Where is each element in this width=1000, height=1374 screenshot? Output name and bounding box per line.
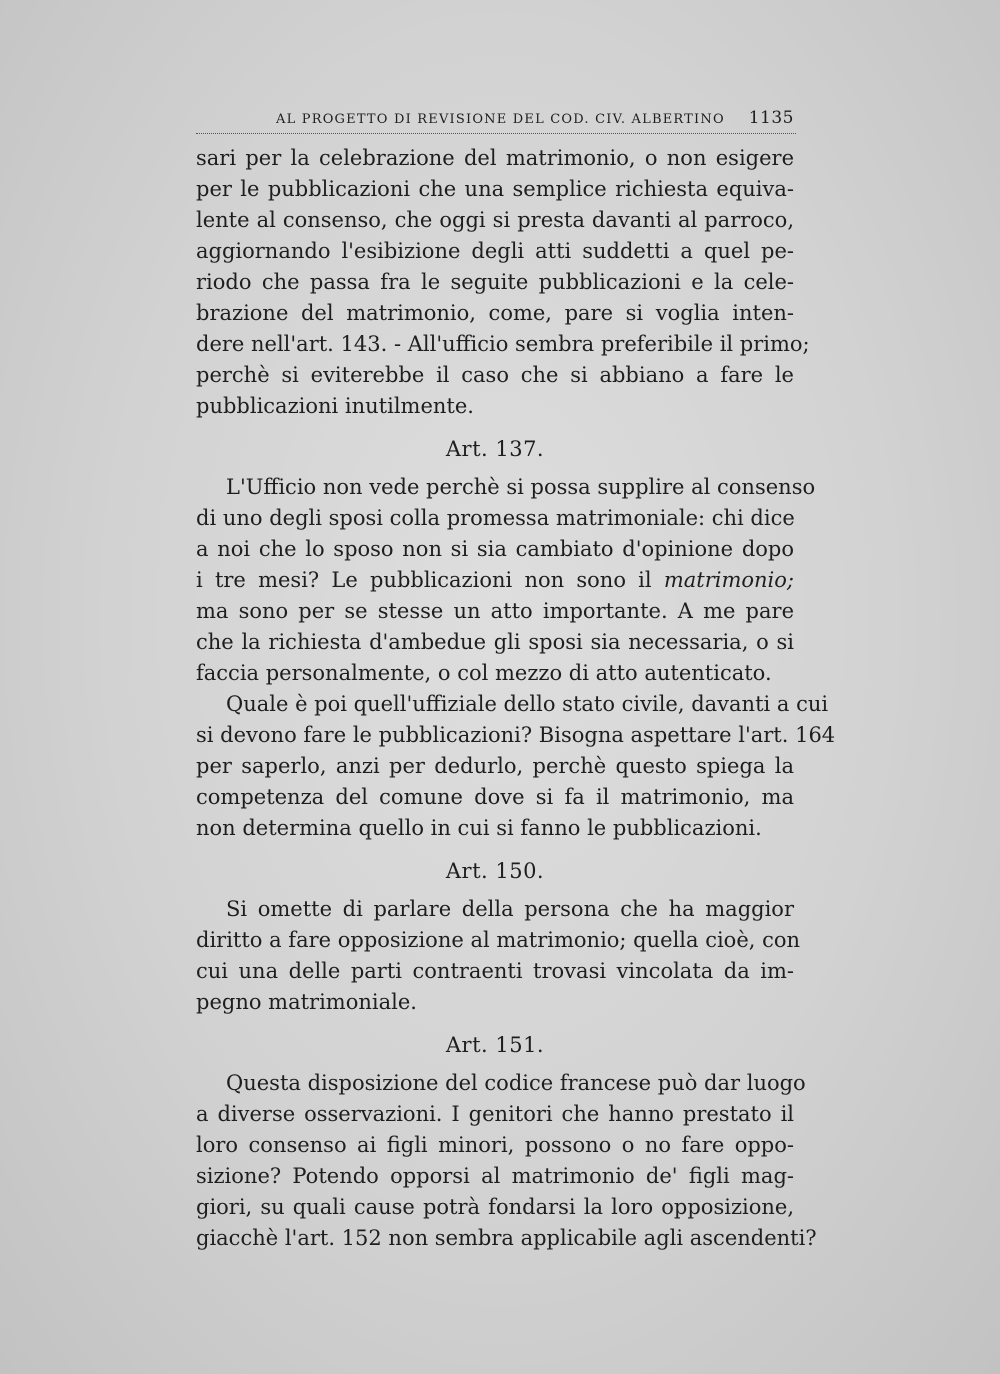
- article-heading: Art. 151.: [445, 1033, 545, 1057]
- paragraph: [196, 1068, 817, 1254]
- text-line: L'Ufficio non vede perchè si possa supplire al consenso: [226, 475, 816, 499]
- text-line: loro consenso ai figli minori, possono o no fare oppo-: [196, 1133, 794, 1157]
- running-title: AL PROGETTO DI REVISIONE DEL COD. CIV. ALBERTINO: [276, 112, 725, 127]
- paragraph: [196, 143, 810, 422]
- text-line: lente al consenso, che oggi si presta davanti al parroco,: [196, 208, 794, 232]
- text-line: cui una delle parti contraenti trovasi vincolata da im-: [196, 959, 794, 983]
- text-segment: i tre mesi? Le pubblicazioni non sono il: [196, 568, 664, 592]
- text-line: competenza del comune dove si fa il matrimonio, ma: [196, 785, 794, 809]
- text-line: giacchè l'art. 152 non sembra applicabile agli ascendenti?: [196, 1226, 817, 1250]
- document-body: [196, 143, 836, 1254]
- text-line: non determina quello in cui si fanno le pubblicazioni.: [196, 816, 762, 840]
- text-line: Si omette di parlare della persona che ha maggior: [226, 897, 794, 921]
- text-line: faccia personalmente, o col mezzo di atto autenticato.: [196, 661, 772, 685]
- header-rule: [196, 133, 796, 134]
- text-line: che la richiesta d'ambedue gli sposi sia necessaria, o si: [196, 630, 794, 654]
- text-line: dere nell'art. 143. - All'ufficio sembra preferibile il primo;: [196, 332, 810, 356]
- text-line: per le pubblicazioni che una semplice richiesta equiva-: [196, 177, 794, 201]
- page-number: 1135: [748, 108, 794, 128]
- text-line: pubblicazioni inutilmente.: [196, 394, 474, 418]
- text-line: a diverse osservazioni. I genitori che hanno prestato il: [196, 1102, 794, 1126]
- text-line: perchè si eviterebbe il caso che si abbiano a fare le: [196, 363, 794, 387]
- text-line: brazione del matrimonio, come, pare si voglia inten-: [196, 301, 794, 325]
- text-line: pegno matrimoniale.: [196, 990, 417, 1014]
- text-line: aggiornando l'esibizione degli atti suddetti a quel pe-: [196, 239, 794, 263]
- text-line: sizione? Potendo opporsi al matrimonio de' figli mag-: [196, 1164, 794, 1188]
- text-line: ma sono per se stesse un atto importante. A me pare: [196, 599, 794, 623]
- text-line: per saperlo, anzi per dedurlo, perchè questo spiega la: [196, 754, 794, 778]
- text-line: Questa disposizione del codice francese può dar luogo: [226, 1071, 806, 1095]
- text-line: diritto a fare opposizione al matrimonio; quella cioè, con: [196, 928, 801, 952]
- text-line: a noi che lo sposo non si sia cambiato d'opinione dopo: [196, 537, 794, 561]
- paragraph: [196, 472, 836, 844]
- page-header: [196, 108, 796, 130]
- italic-word: matrimonio;: [663, 568, 794, 592]
- text-line: giori, su quali cause potrà fondarsi la loro opposizione,: [196, 1195, 794, 1219]
- text-line: riodo che passa fra le seguite pubblicazioni e la cele-: [196, 270, 794, 294]
- text-line: di uno degli sposi colla promessa matrimoniale: chi dice: [196, 506, 795, 530]
- article-heading: Art. 150.: [445, 859, 545, 883]
- paragraph: [196, 894, 801, 1018]
- text-line: si devono fare le pubblicazioni? Bisogna aspettare l'art. 164: [196, 723, 836, 747]
- text-line: Quale è poi quell'uffiziale dello stato civile, davanti a cui: [226, 692, 829, 716]
- text-line: sari per la celebrazione del matrimonio, o non esigere: [196, 146, 794, 170]
- text-line: [196, 565, 794, 596]
- article-heading: Art. 137.: [445, 437, 545, 461]
